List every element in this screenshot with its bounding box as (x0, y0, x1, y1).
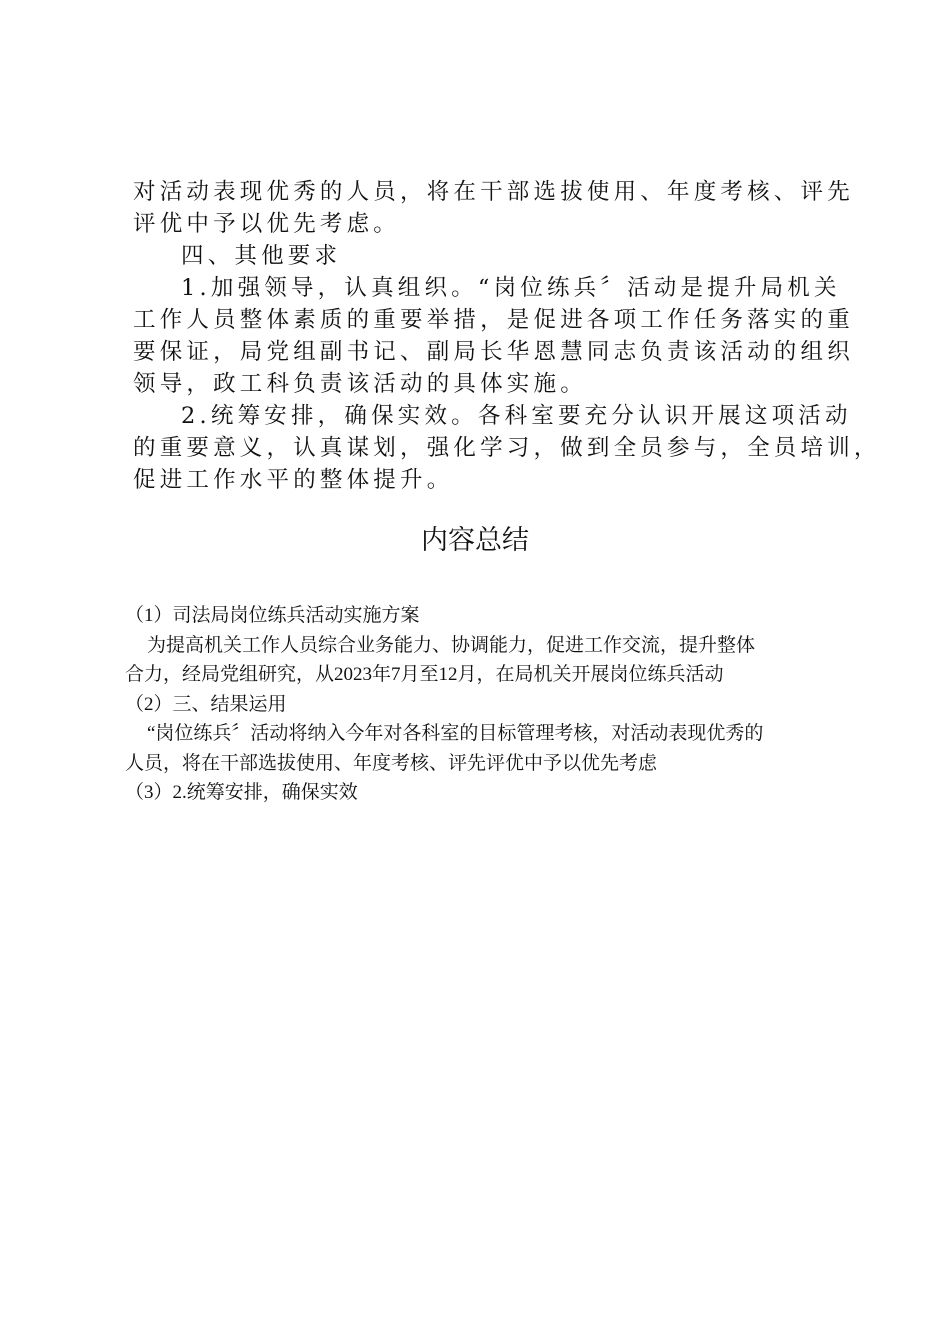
summary-title: 内容总结 (421, 525, 529, 555)
section-heading: 四、其他要求 (181, 243, 342, 269)
body-line: 评优中予以优先考虑。 (133, 211, 401, 237)
body-line: 领导，政工科负责该活动的具体实施。 (133, 371, 587, 397)
summary-item-heading: （1）司法局岗位练兵活动实施方案 (125, 605, 420, 626)
body-line: 2.统筹安排，确保实效。各科室要充分认识开展这项活动 (181, 403, 852, 429)
summary-item-text: 合力，经局党组研究，从2023年7月至12月，在局机关开展岗位练兵活动 (125, 664, 724, 685)
summary-item-text: “岗位练兵〞活动将纳入今年对各科室的目标管理考核，对活动表现优秀的 (147, 723, 764, 744)
summary-list (125, 601, 835, 808)
body-line: 要保证，局党组副书记、副局长华恩慧同志负责该活动的组织 (133, 339, 854, 365)
summary-item-heading: （3）2.统筹安排，确保实效 (125, 782, 358, 803)
body-line: 对活动表现优秀的人员，将在干部选拔使用、年度考核、评先 (133, 179, 854, 205)
summary-item-text: 人员，将在干部选拔使用、年度考核、评先评优中予以优先考虑 (125, 752, 658, 774)
body-line: 促进工作水平的整体提升。 (133, 467, 454, 493)
body-text (133, 176, 881, 496)
body-line: 1.加强领导，认真组织。“岗位练兵〞活动是提升局机关 (181, 275, 841, 301)
summary-item-heading: （2）三、结果运用 (125, 693, 287, 715)
summary-item-text: 为提高机关工作人员综合业务能力、协调能力，促进工作交流，提升整体 (147, 634, 756, 656)
body-line: 的重要意义，认真谋划，强化学习，做到全员参与，全员培训， (133, 435, 881, 461)
body-line: 工作人员整体素质的重要举措，是促进各项工作任务落实的重 (133, 307, 854, 333)
